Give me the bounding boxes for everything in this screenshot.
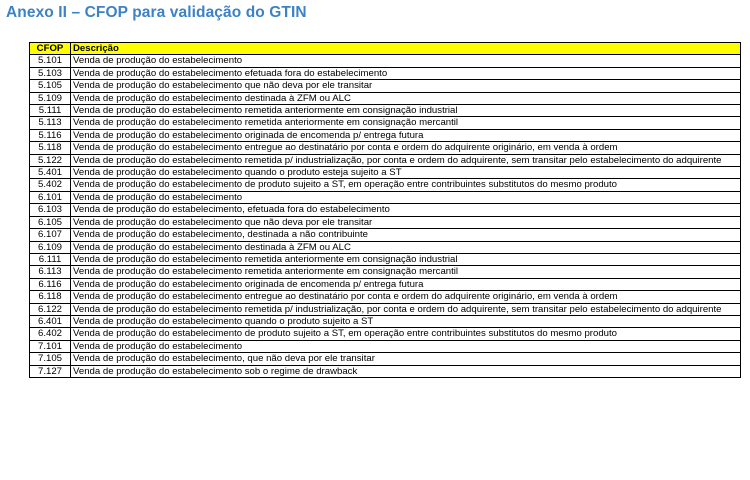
cfop-description-cell: Venda de produção do estabelecimento que não deva por ele transitar [71,216,741,228]
table-row [30,129,741,141]
cfop-description-cell: Venda de produção do estabelecimento entregue ao destinatário por conta e ordem do adquirente originário, em venda à ordem [71,291,741,303]
table-row [30,92,741,104]
cfop-description-cell: Venda de produção do estabelecimento sob o regime de drawback [71,365,741,377]
table-row [30,216,741,228]
cfop-table [29,42,741,378]
cfop-code-cell: 7.105 [30,353,71,365]
table-row [30,266,741,278]
cfop-description-cell: Venda de produção do estabelecimento de produto sujeito a ST, em operação entre contribuintes substitutos do mesmo produto [71,179,741,191]
table-row [30,67,741,79]
cfop-code-cell: 5.113 [30,117,71,129]
cfop-code-cell: 6.105 [30,216,71,228]
table-row [30,204,741,216]
cfop-code-cell: 5.116 [30,129,71,141]
cfop-description-cell: Venda de produção do estabelecimento, que não deva por ele transitar [71,353,741,365]
cfop-code-cell: 6.101 [30,191,71,203]
cfop-description-cell: Venda de produção do estabelecimento [71,340,741,352]
page-title: Anexo II – CFOP para validação do GTIN [6,4,307,21]
cfop-code-cell: 6.109 [30,241,71,253]
table-row [30,55,741,67]
cfop-code-cell: 6.103 [30,204,71,216]
cfop-description-cell: Venda de produção do estabelecimento remetida p/ industrialização, por conta e ordem do adquirente, sem transitar pelo estabelecimento do adquirente [71,154,741,166]
table-row [30,80,741,92]
cfop-description-cell: Venda de produção do estabelecimento destinada à ZFM ou ALC [71,241,741,253]
cfop-description-cell: Venda de produção do estabelecimento, destinada a não contribuinte [71,229,741,241]
cfop-code-cell: 6.111 [30,253,71,265]
cfop-code-cell: 7.101 [30,340,71,352]
table-row [30,365,741,377]
cfop-code-cell: 5.109 [30,92,71,104]
table-row [30,142,741,154]
table-row [30,241,741,253]
cfop-description-cell: Venda de produção do estabelecimento remetida anteriormente em consignação industrial [71,253,741,265]
cfop-description-cell: Venda de produção do estabelecimento, efetuada fora do estabelecimento [71,204,741,216]
table-row [30,253,741,265]
cfop-description-cell: Venda de produção do estabelecimento remetida anteriormente em consignação mercantil [71,117,741,129]
cfop-code-cell: 5.103 [30,67,71,79]
cfop-description-cell: Venda de produção do estabelecimento [71,55,741,67]
cfop-description-cell: Venda de produção do estabelecimento que não deva por ele transitar [71,80,741,92]
column-header-cfop: CFOP [30,43,71,55]
table-row [30,117,741,129]
table-row [30,278,741,290]
cfop-code-cell: 7.127 [30,365,71,377]
cfop-code-cell: 6.118 [30,291,71,303]
cfop-description-cell: Venda de produção do estabelecimento destinada à ZFM ou ALC [71,92,741,104]
cfop-description-cell: Venda de produção do estabelecimento efetuada fora do estabelecimento [71,67,741,79]
table-row [30,167,741,179]
cfop-description-cell: Venda de produção do estabelecimento remetida anteriormente em consignação mercantil [71,266,741,278]
cfop-description-cell: Venda de produção do estabelecimento remetida p/ industrialização, por conta e ordem do adquirente, sem transitar pelo estabelecimento do adquirente [71,303,741,315]
cfop-description-cell: Venda de produção do estabelecimento quando o produto sujeito a ST [71,315,741,327]
cfop-description-cell: Venda de produção do estabelecimento originada de encomenda p/ entrega futura [71,129,741,141]
table-body [30,55,741,378]
cfop-code-cell: 5.111 [30,105,71,117]
cfop-code-cell: 6.116 [30,278,71,290]
table-row [30,191,741,203]
table-row [30,105,741,117]
cfop-code-cell: 5.401 [30,167,71,179]
table-row [30,229,741,241]
column-header-descricao: Descrição [71,43,741,55]
cfop-description-cell: Venda de produção do estabelecimento originada de encomenda p/ entrega futura [71,278,741,290]
table-row [30,303,741,315]
table-row [30,291,741,303]
cfop-description-cell: Venda de produção do estabelecimento quando o produto esteja sujeito a ST [71,167,741,179]
table-row [30,179,741,191]
cfop-code-cell: 6.122 [30,303,71,315]
cfop-description-cell: Venda de produção do estabelecimento [71,191,741,203]
cfop-code-cell: 6.113 [30,266,71,278]
table-row [30,328,741,340]
cfop-code-cell: 6.107 [30,229,71,241]
cfop-description-cell: Venda de produção do estabelecimento entregue ao destinatário por conta e ordem do adquirente originário, em venda à ordem [71,142,741,154]
table-header-row [30,43,741,55]
cfop-code-cell: 5.118 [30,142,71,154]
cfop-code-cell: 5.402 [30,179,71,191]
table-row [30,315,741,327]
cfop-description-cell: Venda de produção do estabelecimento remetida anteriormente em consignação industrial [71,105,741,117]
cfop-code-cell: 5.101 [30,55,71,67]
cfop-code-cell: 6.402 [30,328,71,340]
cfop-description-cell: Venda de produção do estabelecimento de produto sujeito a ST, em operação entre contribuintes substitutos do mesmo produto [71,328,741,340]
cfop-code-cell: 6.401 [30,315,71,327]
cfop-code-cell: 5.105 [30,80,71,92]
table-row [30,154,741,166]
table-row [30,340,741,352]
cfop-code-cell: 5.122 [30,154,71,166]
table-row [30,353,741,365]
